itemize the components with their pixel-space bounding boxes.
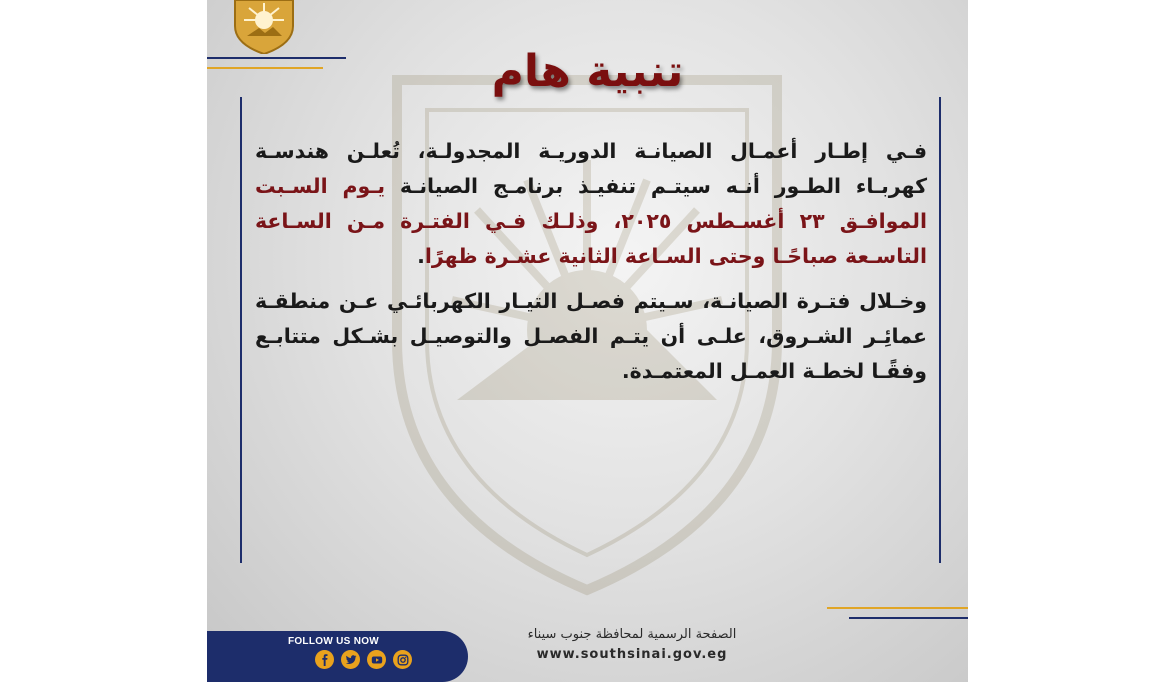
- paragraph-1-highlight: يـوم السـبت الموافـق ٢٣ أغسـطس ٢٠٢٥، وذلـك فـي الفتـرة مـن السـاعة التاسـعة صباحًـا وحتى السـاعة الثانية عشـرة ظهرًا: [255, 174, 927, 268]
- facebook-icon[interactable]: [315, 650, 334, 669]
- paragraph-1-end: .: [417, 244, 425, 268]
- announcement-paragraph-2: وخـلال فتـرة الصيانـة، سـيتم فصـل التيـار الكهربائـي عـن منطقـة عمائِـر الشـروق، علـى أن يتـم الفصـل والتوصيـل بشـكل متتابـع وفقًـا لخطـة العمـل المعتمـدة.: [255, 289, 927, 383]
- paragraph-1-intro: فـي إطـار أعمـال الصيانـة الدوريـة المجدولـة، تُعلـن هندسـة كهربـاء الطـور أنـه سيتـم تنفيـذ برنامـج الصيانـة: [255, 139, 927, 198]
- social-icons: [315, 650, 412, 669]
- bottom-right-navy-line: [849, 617, 968, 619]
- announcement-title: تنبية هام: [491, 46, 684, 97]
- youtube-icon[interactable]: [367, 650, 386, 669]
- follow-us-label: FOLLOW US NOW: [287, 636, 380, 647]
- bottom-right-gold-line: [827, 607, 968, 609]
- website-link[interactable]: www.southsinai.gov.eg: [536, 647, 728, 662]
- official-page-label: الصفحة الرسمية لمحافظة جنوب سيناء: [527, 627, 737, 642]
- twitter-icon[interactable]: [341, 650, 360, 669]
- announcement-paragraph-1: [255, 134, 927, 274]
- left-vertical-line: [240, 97, 242, 563]
- social-footer: [207, 631, 468, 682]
- instagram-icon[interactable]: [393, 650, 412, 669]
- right-vertical-line: [939, 97, 941, 563]
- announcement-poster: [207, 0, 968, 682]
